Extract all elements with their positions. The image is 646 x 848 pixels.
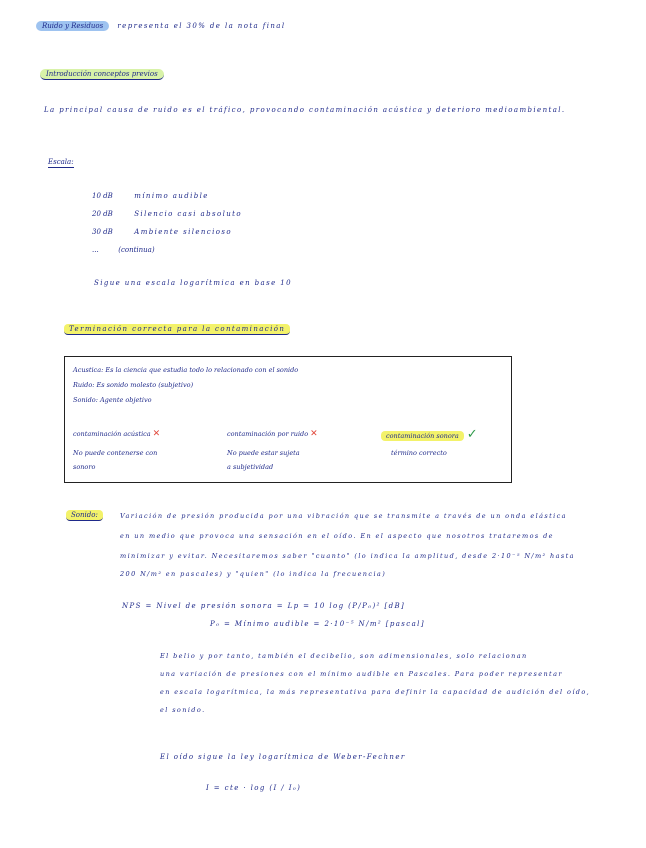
belio-line: el sonido. bbox=[160, 706, 206, 714]
check-icon: ✓ bbox=[466, 427, 478, 442]
belio-line: una variación de presiones con el mínimo audible en Pascales. Para poder representar bbox=[160, 670, 563, 678]
escala-value: ... bbox=[92, 246, 99, 254]
weber-text: El oído sigue la ley logarítmica de Weber-Fechner bbox=[160, 753, 406, 761]
intro-text: La principal causa de ruido es el tráfico, provocando contaminación acústica y deterioro medioambiental. bbox=[44, 106, 566, 114]
escala-title bbox=[48, 158, 74, 166]
escala-row bbox=[92, 228, 232, 236]
column-ruido-note1: No puede estar sujeta bbox=[227, 449, 300, 457]
sonido-label-wrap bbox=[66, 511, 103, 519]
sonido-line: en un medio que provoca una sensación en el oído. En el aspecto que nosotros trataremos de bbox=[120, 532, 554, 540]
weber-formula: I = cte · log (I / I₀) bbox=[206, 784, 302, 792]
column-sonora-heading bbox=[381, 427, 478, 442]
escala-desc: mínimo audible bbox=[134, 192, 209, 200]
intro-title: Introducción conceptos previos bbox=[40, 69, 164, 80]
escala-title-text: Escala: bbox=[48, 158, 74, 166]
escala-desc: (continua) bbox=[118, 246, 155, 254]
escala-desc: Silencio casi absoluto bbox=[134, 210, 242, 218]
escala-note: Sigue una escala logarítmica en base 10 bbox=[94, 279, 292, 287]
escala-value: 10 dB bbox=[92, 192, 113, 200]
column-heading: contaminación acústica bbox=[73, 430, 151, 438]
escala-value: 20 dB bbox=[92, 210, 113, 218]
sonido-line: 200 N/m² en pascales) y "quien" (lo indica la frecuencia) bbox=[120, 570, 387, 578]
header-text: representa el 30% de la nota final bbox=[117, 22, 286, 30]
column-heading: contaminación por ruido bbox=[227, 430, 309, 438]
column-acustica-heading bbox=[73, 429, 160, 439]
belio-line: en escala logarítmica, la más representativa para definir la capacidad de audición del oído, bbox=[160, 688, 591, 696]
column-acustica-note1: No puede contenerse con bbox=[73, 449, 158, 457]
sonido-line: Variación de presión producida por una vibración que se transmite a través de un onda elástica bbox=[120, 512, 567, 520]
escala-row bbox=[92, 192, 209, 200]
escala-value: 30 dB bbox=[92, 228, 113, 236]
escala-row bbox=[92, 210, 242, 218]
column-acustica-note2: sonoro bbox=[73, 463, 96, 471]
definition-acustica: Acustica: Es la ciencia que estudia todo lo relacionado con el sonido bbox=[73, 366, 299, 374]
sonido-line: minimizar y evitar. Necesitaremos saber "cuanto" (lo indica la amplitud, desde 2·10⁻⁵ N/m² hasta bbox=[120, 552, 575, 560]
intro-title-wrap bbox=[40, 70, 164, 78]
terminologia-box bbox=[64, 356, 512, 483]
column-ruido-heading bbox=[227, 429, 318, 439]
belio-line: El belio y por tanto, también el decibelio, son adimensionales, solo relacionan bbox=[160, 652, 528, 660]
escala-row bbox=[92, 246, 155, 254]
nps-formula: NPS = Nivel de presión sonora = Lp = 10 log (P/P₀)² [dB] bbox=[122, 602, 406, 610]
column-sonora-note1: término correcto bbox=[391, 449, 447, 457]
header-tag: Ruido y Residuos bbox=[36, 21, 109, 31]
p0-formula: P₀ = Mínimo audible = 2·10⁻⁵ N/m² [pascal] bbox=[210, 620, 425, 628]
header-line bbox=[36, 22, 285, 30]
terminologia-title-wrap bbox=[64, 325, 290, 333]
column-heading: contaminación sonora bbox=[381, 431, 464, 441]
definition-ruido: Ruido: Es sonido molesto (subjetivo) bbox=[73, 381, 194, 389]
sonido-label: Sonido: bbox=[66, 510, 103, 521]
terminologia-title: Terminación correcta para la contaminación bbox=[64, 324, 290, 335]
column-ruido-note2: a subjetividad bbox=[227, 463, 274, 471]
escala-desc: Ambiente silencioso bbox=[134, 228, 232, 236]
definition-sonido: Sonido: Agente objetivo bbox=[73, 396, 152, 404]
cross-icon: ✕ bbox=[310, 429, 318, 439]
cross-icon: ✕ bbox=[152, 429, 161, 439]
